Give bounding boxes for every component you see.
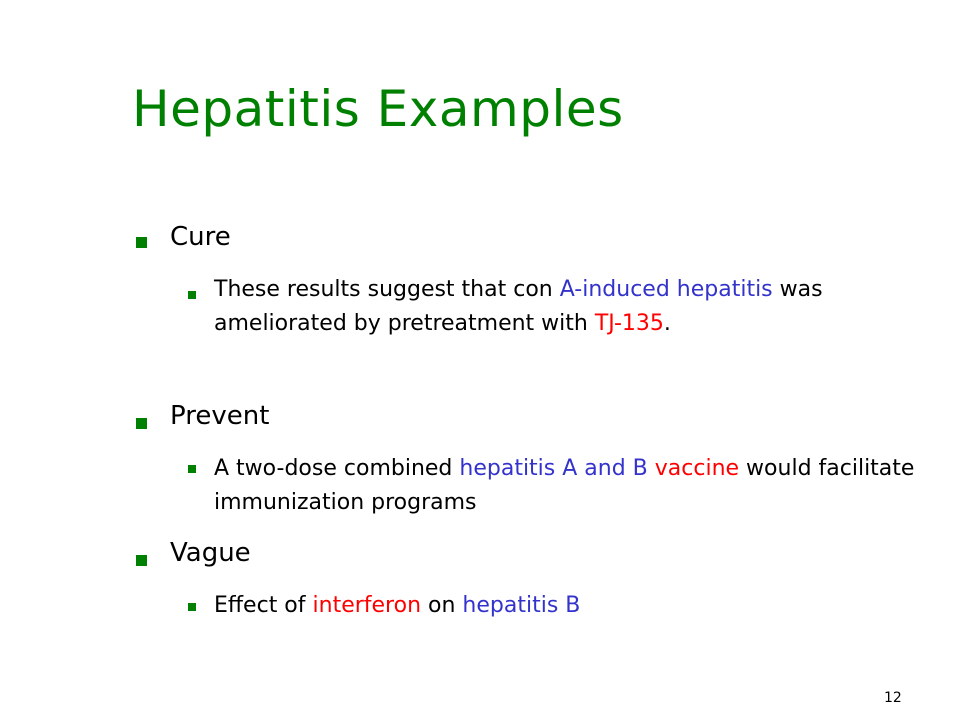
text-run: Effect of [214, 593, 313, 618]
bullet-heading-vague: Vague [170, 538, 251, 568]
highlight-term: A-induced hepatitis [559, 277, 773, 302]
text-run: on [421, 593, 463, 618]
bullet-heading-cure: Cure [170, 222, 231, 252]
text-run: These results suggest that con [214, 277, 560, 302]
text-run: . [663, 311, 671, 336]
sub-bullet-square-icon [188, 291, 196, 299]
sub-bullet-square-icon [188, 603, 196, 611]
highlight-term: TJ-135 [594, 311, 664, 336]
highlight-term: interferon [312, 593, 422, 618]
bullet-heading-prevent: Prevent [170, 401, 270, 431]
text-run: A two-dose combined [214, 456, 460, 481]
highlight-term: hepatitis B [462, 593, 581, 618]
text-run [648, 456, 655, 481]
bullet-square-icon [136, 555, 147, 566]
sub-bullet-text-cure [214, 273, 934, 341]
text-run: would facilitate immunization programs [214, 456, 915, 515]
sub-bullet-square-icon [188, 465, 196, 473]
page-number: 12 [884, 690, 902, 706]
highlight-term: vaccine [654, 456, 740, 481]
slide-title: Hepatitis Examples [132, 80, 624, 138]
bullet-square-icon [136, 237, 147, 248]
bullet-square-icon [136, 418, 147, 429]
text-run: was ameliorated by pretreatment with [214, 277, 823, 336]
highlight-term: hepatitis A and B [459, 456, 648, 481]
sub-bullet-text-vague [214, 589, 934, 623]
sub-bullet-text-prevent [214, 452, 934, 520]
